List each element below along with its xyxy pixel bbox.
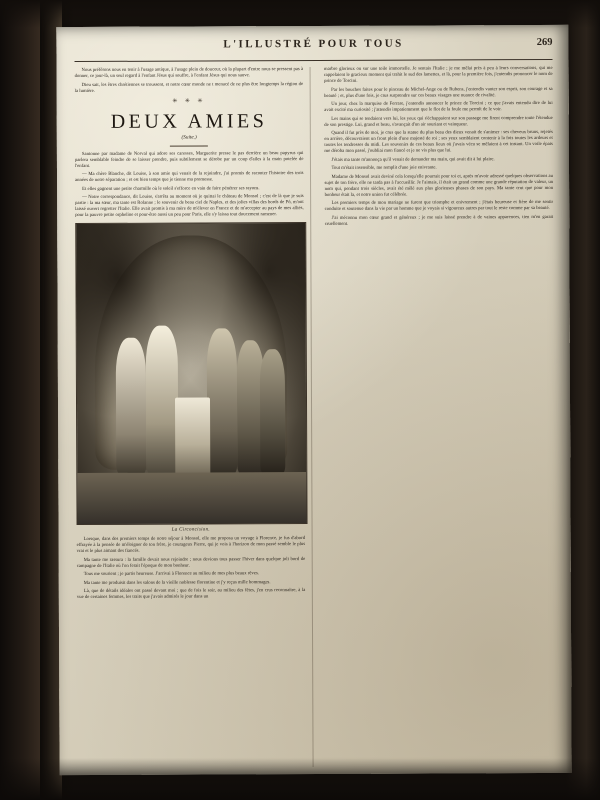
two-column-body (75, 66, 556, 768)
paragraph: Dieu sait, les êtres chrétiennes se troussent, et notre cœur monde ne t menacé de ne plus être longtemps la région de la lumière. (74, 81, 304, 94)
page-number: 269 (536, 36, 553, 49)
paragraph: J'étais ma tante m'annonça qu'il venait de demander ma main, qui avait dit à lui plaire. (331, 156, 495, 163)
page-top-shadow (0, 0, 600, 28)
figure-woman-left (116, 338, 146, 476)
paragraph: Nous préférons nous en tenir à l'usage antique, à l'usage plein de douceur, où la plupart d'entre nous se pressent pas à donner, ce jour-là, un seul regard à l'enfant Jésus qui souffre, à l'enfant Jésus qui nous sauve. (74, 67, 304, 80)
figure-group (76, 223, 306, 524)
paragraph: marbre glorieux ou sur une toile immortelle. Je sentais l'Italie ; je me mêlai près à peu à leurs conversations, qui me rappelaient le gracieux moment qui trahit le sud des lamettes, et là, pour la première fois, j'entendis prononcer le nom de prince de Torcini. (324, 65, 553, 84)
paragraph: J'ai méconnu mon cœur grand et généreux ; je me suis laissé prendre à de vaines apparences, tien m'en garait cruellement. (324, 214, 554, 227)
paragraph: Là, que de détails idéales ont passé devant moi ; que de fois le soir, au milieu des fêtes, j'en crus reconnaître, à la vue de certaines femmes, les traits que j'avais admirés le jour dans un (76, 588, 306, 601)
ground (77, 472, 306, 524)
paragraph: — Ma chère Blanche, dit Louise, à son amie qui venait de la rejoindre, j'ai promis de raconter l'histoire des trois années de notre séparation ; et est bien temps que je tienne ma promesse. (75, 171, 304, 184)
magazine-page (56, 25, 571, 775)
running-head (74, 37, 552, 62)
paragraph: Par les bouches faites pour le pinceau de Michel-Ange ou de Rubens, j'entendis vanter son esprit, son courage et sa beauté ; et, plus d'une fois, je crus surprendre sur ces beaux visages une nuance de rivalité. (324, 86, 553, 99)
article-title: DEUX AMIES (110, 109, 268, 133)
paragraph: Un jour, chez la marquise de Ferrare, j'entendis annoncer le prince de Torcini ; ce que j'avais entendu dire de lui avait excité ma curiosité ; j'attendis impatiemment que le flot de la foule me permît de le voir. (324, 100, 553, 113)
paragraph: Ma tante me produisit dans les salons de la vieille noblesse florentine et j'y reçus mille hommages. (83, 579, 271, 586)
paragraph: Madame de Monsol avait deviné cela lorsqu'elle pourrait pour toi et, après m'avoir adressé quelques observations au sujet de ton frère, elle ne tarda pas à l'accueillir. Je l'aimais, il était un grand comme une grande réputation de valeur, un nom qui, pendant trois siècles, avait été mêlé aux plus glorieuses phases de son pays. Ma tante crut que pour mon bonheur était la, et notre union fut célébrée. (324, 173, 554, 198)
page-bottom-shadow (0, 758, 600, 800)
figure-caption: La Circoncision. (171, 527, 210, 533)
paragraph: — Notre correspondance, dit Louise, s'arrêta au moment où je quittai le château de Monsol ; c'est de là que je suis partie : la ma sœur, ma tante est Rolanne ; le souvenir de beau ciel de Naples, et des jolies villas des bords de Pô, m'ont laissé ouvert regretter l'Italie. Elle avait promis à ma mère de m'élever en France et de m'accepter au pays de mes alliés, pour la pauvre petite orpheline et pour-être aussi un peu pour Paris, elle s'y laissa tout doucement ramener. (75, 194, 304, 219)
engraving-figure (75, 222, 305, 533)
figure-virgin (145, 326, 178, 476)
ornament-divider: ✳ ✳ ✳ (172, 97, 206, 105)
column-right (320, 66, 556, 767)
paragraph: Et elles gagnent une petite charmille où le soleil s'efforce en vain de faire pénétrer ses rayons. (82, 185, 260, 192)
altar (175, 397, 210, 475)
paragraph: Les premiers temps de mon mariage ne furent que triomphe et enivrement ; j'étais heureuse et fière de me sentir conduite et soutenue dans la vie par un homme que je voyais si vigoureux autres par tout le reste comme par sa beauté. (324, 199, 554, 212)
paragraph: Lorsque, dans des premiers temps de notre séjour à Monsol, elle me proposa un voyage à Florence, je fus d'abord effrayée à la pensée de m'éloigner de ton frère, je courageux Pierre, qui je vois à l'horizon de mon passé semble le plus vrai et le plus aimant des fiancés. (76, 536, 306, 555)
article-subtitle: (Suite.) (181, 134, 197, 141)
page-right-edge-shadow (566, 0, 600, 800)
paragraph: Santonne par madame de Norval qui adore ses caresses, Marguerite presse le pas derrière un beau papyrus qui parlera semblable feindre de se laisser prendre, puis subtilement se dérobe par un coup d'ailes à la main potelée de l'enfant. (74, 150, 304, 169)
engraving-image (75, 222, 307, 525)
figure-priest (207, 328, 237, 475)
column-left (75, 67, 314, 768)
paragraph: Quand il fut près de moi, je crus que la statue du plus beau des dieux venait de s'animer : ses cheveux bruns, rejetés en arrière, découvraient un front plein d'une majesté de roi ; ses yeux semblaient contenir à la fois toutes les ardeurs et toutes les tendresses du midi. Les souvenirs de ces beaux lieux où j'avais vécu se mêlaient à cet instant. Un voile épais me déroba mon passé, j'oubliai mon fiancé et je ne vis plus que lui. (324, 129, 553, 154)
publication-title: L'ILLUSTRÉ POUR TOUS (223, 37, 404, 51)
figure-attendant (260, 349, 286, 475)
paragraph: Ma tante me rassura : la famille devait nous rejoindre ; nous devions tous passer l'hiver dans quelque joli bord de campagne de l'Italie où l'on ferait l'époque de mon bonheur. (76, 556, 306, 569)
title-rule (170, 145, 208, 146)
paragraph: Tous me sourient ; je partis heureuse. J'arrivai à Florence au milieu de mes plus beaux rêves. (83, 571, 260, 578)
paragraph: Tout m'était insensible, me remplit d'une joie enivrante. (331, 165, 437, 171)
paragraph: Les mains qui se tendaient vers lui, les yeux qui s'échappaient sur son passage me firent comprendre toute l'étendue de son prestige. Lui, grand et beau, s'avançait d'un air souriant et vainqueur. (324, 115, 553, 128)
